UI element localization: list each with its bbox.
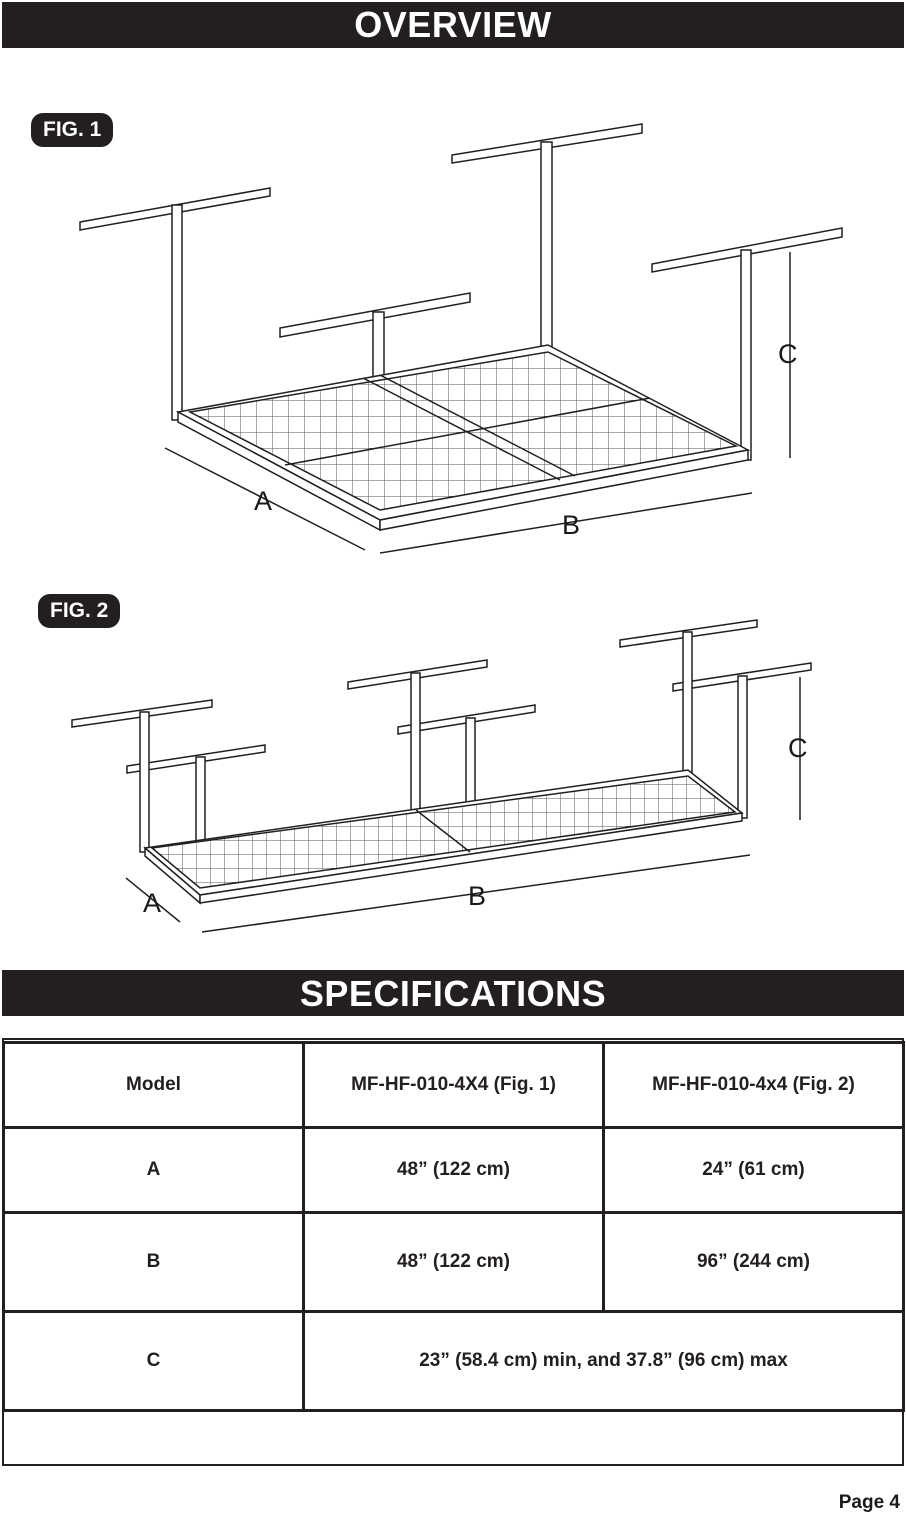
ceiling-bracket <box>80 124 842 337</box>
table-row <box>4 1043 904 1128</box>
fig-2-label: FIG. 2 <box>38 594 120 628</box>
table-row <box>4 1128 904 1213</box>
table-cell: C <box>4 1312 304 1411</box>
table-cell: MF-HF-010-4X4 (Fig. 1) <box>304 1043 604 1128</box>
fig-1-dim-a: A <box>254 486 273 516</box>
fig-2-rack-drawing <box>0 610 906 940</box>
specifications-banner: SPECIFICATIONS <box>2 970 904 1016</box>
table-row <box>4 1312 904 1411</box>
fig-1-label: FIG. 1 <box>31 113 113 147</box>
table-cell: 48” (122 cm) <box>304 1213 604 1312</box>
shelf-frame <box>145 770 742 903</box>
table-cell: MF-HF-010-4x4 (Fig. 2) <box>604 1043 904 1128</box>
overview-banner: OVERVIEW <box>2 2 904 48</box>
fig-1-dim-c: C <box>778 339 798 369</box>
fig-2-dim-b: B <box>468 881 487 911</box>
fig-2-dim-a: A <box>143 888 162 918</box>
table-cell: A <box>4 1128 304 1213</box>
ceiling-bracket <box>72 620 811 773</box>
fig-1-dim-b: B <box>562 510 581 540</box>
specifications-table <box>2 1041 905 1412</box>
fig-2-dim-c: C <box>788 733 808 763</box>
page-number: Page 4 <box>838 1492 900 1513</box>
table-cell: B <box>4 1213 304 1312</box>
table-cell: Model <box>4 1043 304 1128</box>
fig-1-rack-drawing <box>0 110 906 570</box>
table-cell: 96” (244 cm) <box>604 1213 904 1312</box>
table-row <box>4 1213 904 1312</box>
table-cell: 48” (122 cm) <box>304 1128 604 1213</box>
table-cell: 24” (61 cm) <box>604 1128 904 1213</box>
table-cell: 23” (58.4 cm) min, and 37.8” (96 cm) max <box>304 1312 904 1411</box>
